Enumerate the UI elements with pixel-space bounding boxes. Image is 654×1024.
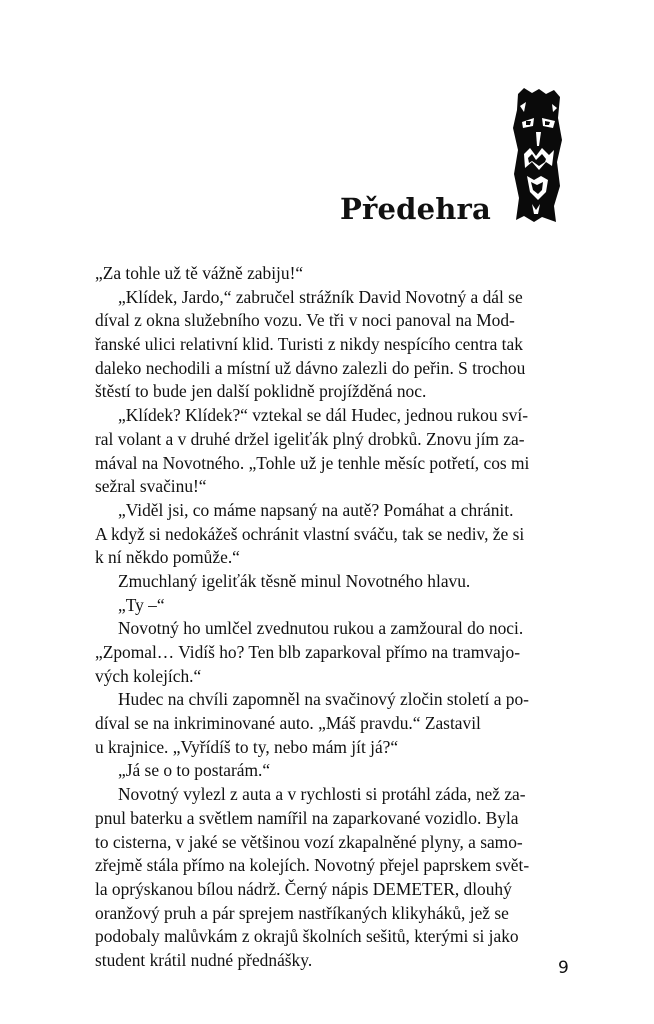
- text-line: sežral svačinu!“: [95, 476, 207, 497]
- text-line: u krajnice. „Vyřídíš to ty, nebo mám jít já?“: [95, 736, 399, 757]
- text-line: „Klídek? Klídek?“ vztekal se dál Hudec, jednou rukou sví-: [118, 405, 528, 426]
- text-line: díval se na inkriminované auto. „Máš pravdu.“ Zastavil: [95, 713, 481, 734]
- text-line: „Za tohle už tě vážně zabiju!“: [95, 263, 304, 283]
- text-line: Novotný vylezl z auta a v rychlosti si protáhl záda, než za-: [118, 784, 526, 805]
- text-line: zřejmě stála přímo na kolejích. Novotný přejel paprskem svět-: [95, 855, 530, 876]
- text-line: Novotný ho umlčel zvednutou rukou a zamžoural do noci.: [118, 618, 524, 639]
- text-line: ral volant a v druhé držel igeliťák plný drobků. Znovu jím za-: [95, 428, 525, 449]
- body-text: [95, 262, 575, 973]
- text-line: „Viděl jsi, co máme napsaný na autě? Pomáhat a chránit.: [118, 499, 514, 520]
- text-line: „Klídek, Jardo,“ zabručel strážník David Novotný a dál se: [118, 286, 523, 307]
- text-line: to cisterna, v jaké se většinou vozí zkapalněné plyny, a samo-: [95, 831, 523, 852]
- text-line: „Já se o to postarám.“: [118, 760, 271, 781]
- text-line: vých kolejích.“: [95, 665, 202, 686]
- chapter-title: Předehra: [340, 192, 492, 226]
- text-line: Hudec na chvíli zapomněl na svačinový zločin století a po-: [118, 689, 529, 710]
- text-line: Zmuchlaný igeliťák těsně minul Novotného hlavu.: [118, 570, 471, 591]
- text-line: la oprýskanou bílou nádrž. Černý nápis DEMETER, dlouhý: [95, 878, 512, 899]
- text-line: student krátil nudné přednášky.: [95, 949, 313, 970]
- text-line: daleko nechodili a místní už dávno zalezli do peřin. S trochou: [95, 357, 526, 378]
- text-line: řanské ulici relativní klid. Turisti z nikdy nespícího centra tak: [95, 334, 523, 355]
- text-line: mával na Novotného. „Tohle už je tenhle měsíc potřetí, cos mi: [95, 452, 530, 473]
- text-line: oranžový pruh a pár sprejem nastříkaných klikyháků, jež se: [95, 902, 509, 923]
- text-line: „Ty –“: [118, 594, 165, 615]
- text-line: díval z okna služebního vozu. Ve tři v noci panoval na Mod-: [95, 310, 515, 331]
- text-line: „Zpomal… Vidíš ho? Ten blb zaparkoval přímo na tramvajo-: [95, 642, 520, 662]
- text-line: štěstí to bude jen další poklidně projížděná noc.: [95, 381, 427, 402]
- text-line: pnul baterku a světlem namířil na zaparkované vozidlo. Byla: [95, 807, 519, 828]
- page-number: 9: [558, 958, 569, 978]
- text-line: A když si nedokážeš ochránit vlastní sváču, tak se nediv, že si: [95, 523, 525, 544]
- text-line: podobaly malůvkám z okrajů školních sešitů, kterými si jako: [95, 926, 519, 947]
- demon-mask-icon: [512, 88, 564, 222]
- text-line: k ní někdo pomůže.“: [95, 547, 240, 568]
